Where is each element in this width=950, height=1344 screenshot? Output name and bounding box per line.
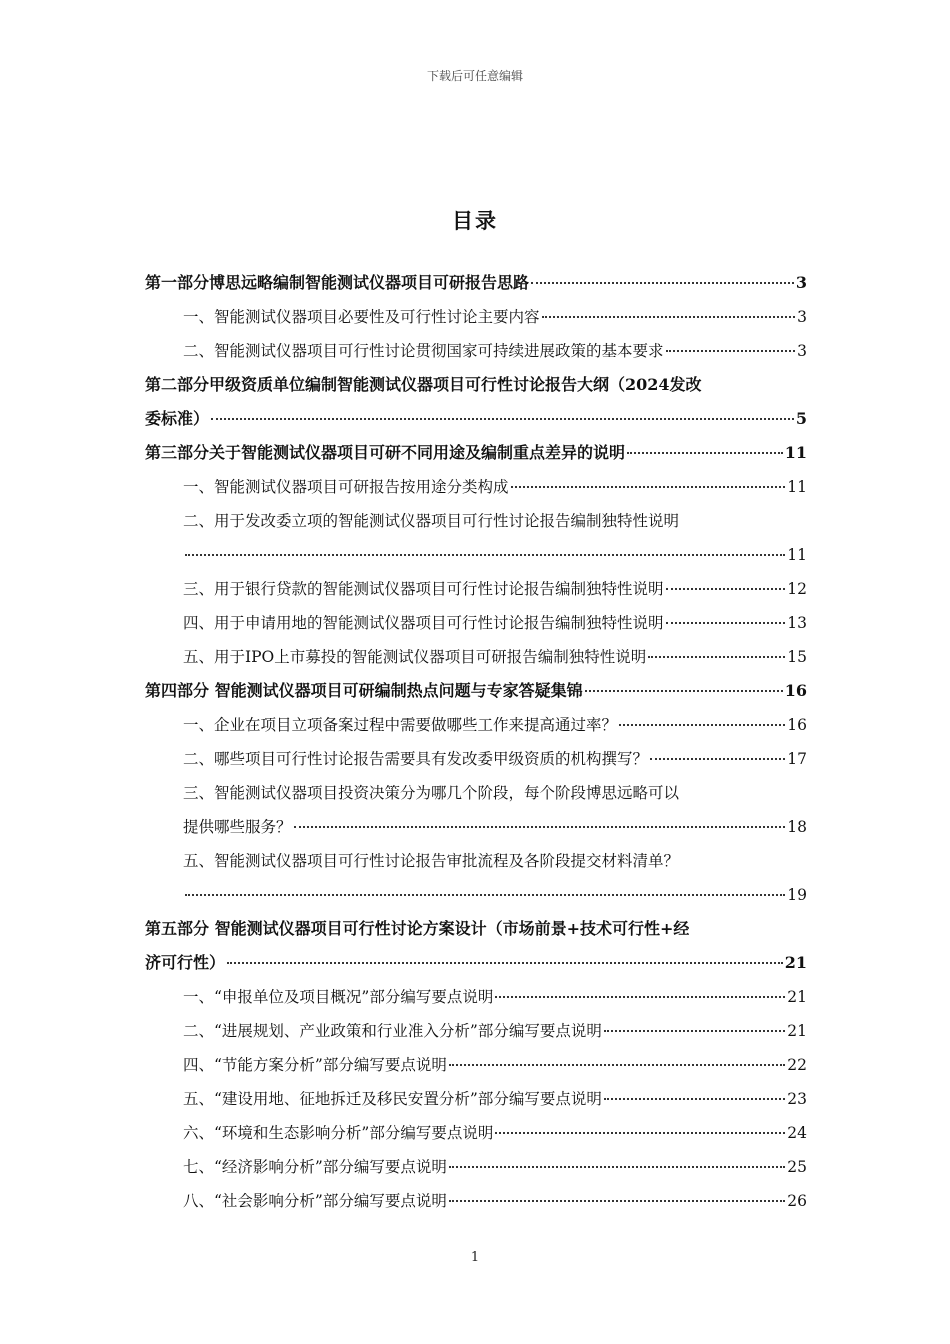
- toc-entry-text: 四、“节能方案分析”部分编写要点说明: [183, 1056, 447, 1074]
- toc-entry-page: 21: [787, 988, 807, 1006]
- toc-entry-text: 一、智能测试仪器项目必要性及可行性讨论主要内容: [183, 308, 540, 326]
- toc-entry-page: 11: [787, 546, 807, 564]
- toc-entry[interactable]: [145, 436, 807, 470]
- toc-entry[interactable]: [145, 912, 807, 946]
- toc-entry-page: 21: [784, 953, 807, 972]
- toc-entry-page: 12: [787, 580, 807, 598]
- toc-entry-text: 一、智能测试仪器项目可研报告按用途分类构成: [183, 478, 509, 496]
- toc-entry-text: 二、用于发改委立项的智能测试仪器项目可行性讨论报告编制独特性说明: [183, 512, 680, 530]
- toc-entry-text: 提供哪些服务？: [183, 818, 292, 836]
- toc-entry[interactable]: [145, 674, 807, 708]
- toc-entry-page: 26: [787, 1192, 807, 1210]
- toc-entry[interactable]: [145, 572, 807, 606]
- toc-leader-dots: [531, 282, 794, 284]
- toc-entry-text: 七、“经济影响分析”部分编写要点说明: [183, 1158, 447, 1176]
- toc-leader-dots: [449, 1064, 785, 1066]
- toc-entry[interactable]: [145, 300, 807, 334]
- toc-entry-text: 第四部分 智能测试仪器项目可研编制热点问题与专家答疑集锦: [145, 681, 583, 700]
- toc-entry[interactable]: [145, 1184, 807, 1218]
- toc-entry-page: 22: [787, 1056, 807, 1074]
- toc-entry[interactable]: [145, 266, 807, 300]
- toc-entry[interactable]: [145, 640, 807, 674]
- toc-entry-page: 18: [787, 818, 807, 836]
- toc-leader-dots: [604, 1098, 785, 1100]
- toc-entry-text: 二、“进展规划、产业政策和行业准入分析”部分编写要点说明: [183, 1022, 602, 1040]
- toc-entry[interactable]: [145, 980, 807, 1014]
- toc-entry-page: 3: [797, 308, 807, 326]
- toc-entry-page: 13: [787, 614, 807, 632]
- toc-entry[interactable]: [145, 1116, 807, 1150]
- toc-entry-page: 24: [787, 1124, 807, 1142]
- toc-entry-page: 15: [787, 648, 807, 666]
- toc-entry[interactable]: [145, 470, 807, 504]
- toc-entry[interactable]: [145, 1048, 807, 1082]
- toc-entry[interactable]: [145, 776, 807, 810]
- toc-entry-page: 5: [795, 409, 807, 428]
- toc-entry[interactable]: [145, 504, 807, 538]
- toc-leader-dots: [449, 1166, 785, 1168]
- toc-leader-dots: [666, 350, 796, 352]
- toc-leader-dots: [666, 622, 786, 624]
- toc-entry[interactable]: [145, 334, 807, 368]
- toc-entry-page: 25: [787, 1158, 807, 1176]
- toc-leader-dots: [495, 1132, 785, 1134]
- toc-entry-text: 二、哪些项目可行性讨论报告需要具有发改委甲级资质的机构撰写？: [183, 750, 649, 768]
- toc-entry-text: 一、“申报单位及项目概况”部分编写要点说明: [183, 988, 494, 1006]
- toc-entry-page: 21: [787, 1022, 807, 1040]
- toc-entry[interactable]: [145, 708, 807, 742]
- toc-leader-dots: [185, 894, 785, 896]
- toc-entry[interactable]: [145, 606, 807, 640]
- toc-entry-text: 第五部分 智能测试仪器项目可行性讨论方案设计（市场前景+技术可行性+经: [145, 919, 690, 938]
- toc-entry-page: 23: [787, 1090, 807, 1108]
- toc-entry[interactable]: [145, 810, 807, 844]
- toc-entry-text: 六、“环境和生态影响分析”部分编写要点说明: [183, 1124, 494, 1142]
- toc-entry[interactable]: [145, 1150, 807, 1184]
- toc-leader-dots: [650, 758, 785, 760]
- page-number: 1: [470, 1250, 480, 1265]
- toc-leader-dots: [294, 826, 786, 828]
- toc-leader-dots: [666, 588, 786, 590]
- toc-entry-text: 三、智能测试仪器项目投资决策分为哪几个阶段，每个阶段博思远略可以: [183, 784, 680, 802]
- toc-entry-text: 三、用于银行贷款的智能测试仪器项目可行性讨论报告编制独特性说明: [183, 580, 664, 598]
- toc-entry-text: 济可行性）: [145, 953, 226, 972]
- toc-leader-dots: [211, 418, 794, 420]
- toc-leader-dots: [619, 724, 785, 726]
- page-header: 下载后可任意编辑: [426, 69, 523, 83]
- toc-entry[interactable]: [145, 742, 807, 776]
- toc-entry[interactable]: [145, 368, 807, 402]
- toc-leader-dots: [449, 1200, 785, 1202]
- toc-entry-page: 11: [787, 478, 807, 496]
- toc-entry-page: 11: [784, 443, 807, 462]
- toc-entry-page: 3: [795, 273, 807, 292]
- toc-leader-dots: [185, 554, 785, 556]
- toc-entry[interactable]: [145, 946, 807, 980]
- toc-entry[interactable]: [145, 402, 807, 436]
- toc-leader-dots: [495, 996, 785, 998]
- toc-entry[interactable]: [145, 538, 807, 572]
- toc-entry[interactable]: [145, 878, 807, 912]
- toc-entry-text: 五、智能测试仪器项目可行性讨论报告审批流程及各阶段提交材料清单？: [183, 852, 680, 870]
- toc-entry-text: 四、用于申请用地的智能测试仪器项目可行性讨论报告编制独特性说明: [183, 614, 664, 632]
- toc-leader-dots: [227, 962, 783, 964]
- toc-entry-text: 二、智能测试仪器项目可行性讨论贯彻国家可持续进展政策的基本要求: [183, 342, 664, 360]
- toc-entry[interactable]: [145, 1014, 807, 1048]
- toc-entry-text: 第一部分博思远略编制智能测试仪器项目可研报告思路: [145, 273, 530, 292]
- toc-leader-dots: [627, 452, 783, 454]
- toc-entry[interactable]: [145, 844, 807, 878]
- toc-entry-page: 17: [787, 750, 807, 768]
- toc-entry-text: 委标准）: [145, 409, 210, 428]
- toc-entry-text: 八、“社会影响分析”部分编写要点说明: [183, 1192, 447, 1210]
- toc-entry[interactable]: [145, 1082, 807, 1116]
- toc-leader-dots: [648, 656, 785, 658]
- toc-entry-page: 16: [784, 681, 807, 700]
- toc-leader-dots: [585, 690, 783, 692]
- toc-leader-dots: [511, 486, 786, 488]
- toc-entry-text: 第二部分甲级资质单位编制智能测试仪器项目可行性讨论报告大纲（2024发改: [145, 375, 702, 394]
- toc-leader-dots: [604, 1030, 785, 1032]
- toc-entry-text: 五、“建设用地、征地拆迁及移民安置分析”部分编写要点说明: [183, 1090, 602, 1108]
- toc-entry-page: 3: [797, 342, 807, 360]
- toc-entry-text: 五、用于IPO上市募投的智能测试仪器项目可研报告编制独特性说明: [183, 648, 647, 666]
- toc-entry-text: 一、企业在项目立项备案过程中需要做哪些工作来提高通过率？: [183, 716, 618, 734]
- toc-title: 目录: [452, 208, 498, 233]
- toc-entry-text: 第三部分关于智能测试仪器项目可研不同用途及编制重点差异的说明: [145, 443, 626, 462]
- table-of-contents: [145, 266, 807, 1218]
- toc-leader-dots: [542, 316, 796, 318]
- toc-entry-page: 19: [787, 886, 807, 904]
- toc-entry-page: 16: [787, 716, 807, 734]
